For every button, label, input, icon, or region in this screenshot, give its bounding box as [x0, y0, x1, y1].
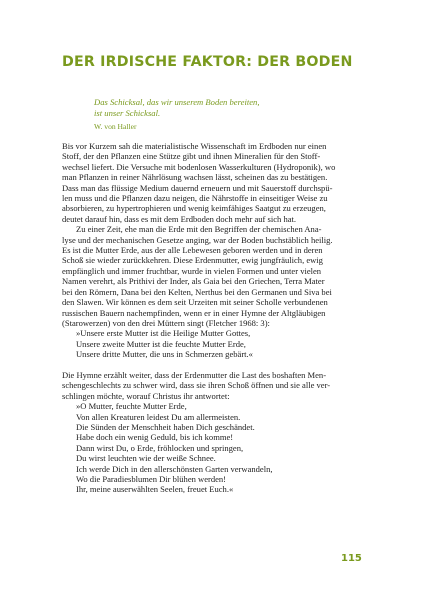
- verse-line: Ich werde Dich in den allerschönsten Garten verwandeln,: [76, 463, 273, 474]
- text-line: Zu einer Zeit, ehe man die Erde mit den Begriffen der chemischen Ana-: [76, 224, 322, 235]
- verse-line: Unsere zweite Mutter ist die feuchte Mutter Erde,: [76, 338, 246, 349]
- page-number: 115: [341, 553, 362, 564]
- paragraph-1: [62, 141, 372, 224]
- text-line: Stoff, der den Pflanzen eine Stütze gibt und ihnen Mineralien für den Stoff-: [62, 151, 321, 162]
- text-line: deutet darauf hin, dass es mit dem Erdboden doch mehr auf sich hat.: [62, 213, 297, 224]
- epigraph-author: W. von Haller: [94, 122, 137, 131]
- text-line: lyse und der mechanischen Gesetze anging, war der Boden buchstäblich heilig.: [62, 234, 333, 245]
- verse-line: Die Sünden der Menschheit haben Dich geschändet.: [76, 421, 255, 432]
- text-line: Bis vor Kurzem sah die materialistische Wissenschaft im Erdboden nur einen: [62, 141, 327, 151]
- verse-1: [62, 328, 372, 359]
- verse-line: Von allen Kreaturen leidest Du am allermeisten.: [76, 411, 241, 422]
- text-line: den Slawen. Wir können es dem seit Urzeiten mit seiner Scholle verbundenen: [62, 297, 328, 308]
- text-line: schlingen möchte, worauf Christus ihr antwortet:: [62, 390, 230, 401]
- verse-line: Wo die Paradiesblumen Dir blühen werden!: [76, 473, 227, 484]
- epigraph-line: ist unser Schicksal.: [94, 108, 161, 118]
- verse-line: Ihr, meine auserwählten Seelen, freuet Euch.«: [76, 484, 234, 495]
- paragraph-3: [62, 370, 372, 401]
- paragraph-2: [62, 224, 372, 328]
- text-line: man Pflanzen in reiner Nährlösung wachsen lässt, scheinen das zu bestätigen.: [62, 172, 328, 183]
- epigraph-line: Das Schicksal, das wir unserem Boden bereiten,: [94, 97, 260, 107]
- verse-line: Du wirst leuchten wie der weiße Schnee.: [76, 453, 216, 464]
- text-line: Dass man das flüssige Medium dauernd erneuern und mit Sauerstoff durchspü-: [62, 182, 333, 193]
- verse-line: Dann wirst Du, o Erde, fröhlocken und springen,: [76, 442, 244, 453]
- text-line: Es ist die Mutter Erde, aus der alle Lebewesen geboren werden und in deren: [62, 245, 323, 256]
- text-line: bei den Römern, Dana bei den Kelten, Nerthus bei den Germanen und Siva bei: [62, 286, 332, 297]
- verse-line: Habe doch ein wenig Geduld, bis ich komme!: [76, 432, 234, 443]
- text-line: empfänglich und immer fruchtbar, wurde in vielen Formen und unter vielen: [62, 265, 322, 276]
- verse-line: »O Mutter, feuchte Mutter Erde,: [76, 401, 187, 412]
- chapter-title: DER IRDISCHE FAKTOR: DER BODEN: [62, 54, 353, 70]
- text-line: wechsel liefert. Die Versuche mit bodenlosen Wasserkulturen (Hydroponik), wo: [62, 161, 336, 172]
- text-line: russischen Bauern nachempfinden, wenn er in einer Hymne der Altgläubigen: [62, 307, 326, 318]
- paragraph-gap: [62, 360, 372, 370]
- verse-2: [62, 401, 372, 495]
- verse-line: Unsere dritte Mutter, die uns in Schmerzen gebärt.«: [76, 349, 253, 360]
- text-line: len muss und die Pflanzen dazu neigen, die Nährstoffe in einseitiger Weise zu: [62, 193, 328, 204]
- body-text: [62, 141, 372, 495]
- text-line: absorbieren, zu hypertrophieren und wenig keimfähiges Saatgut zu erzeugen,: [62, 203, 326, 214]
- text-line: Schoß sie wieder zurückkehren. Diese Erdenmutter, ewig jungfräulich, ewig: [62, 255, 323, 266]
- verse-line: »Unsere erste Mutter ist die Heilige Mutter Gottes,: [76, 328, 251, 339]
- text-line: Namen verehrt, als Prithivi der Inder, als Gaia bei den Griechen, Terra Mater: [62, 276, 325, 287]
- epigraph: [94, 97, 344, 132]
- text-line: Die Hymne erzählt weiter, dass der Erdenmutter die Last des boshaften Men-: [62, 369, 327, 380]
- text-line: (Starowerzen) von den drei Müttern singt (Fletcher 1968: 3):: [62, 317, 270, 328]
- text-line: schengeschlechts zu schwer wird, dass sie ihren Schoß öffnen und sie alle ver-: [62, 380, 331, 391]
